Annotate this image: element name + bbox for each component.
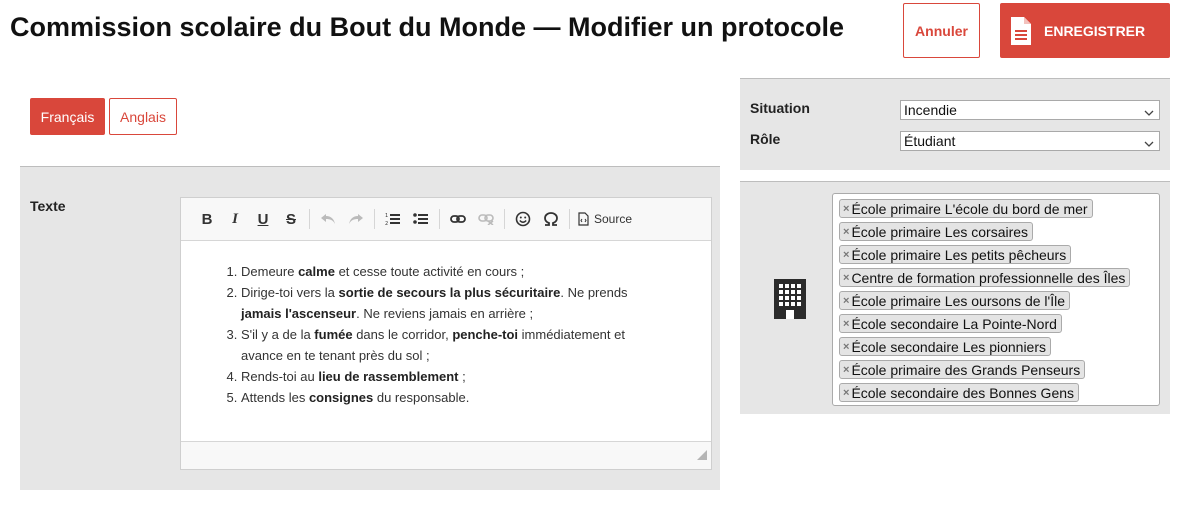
text-segment: S'il y a de la	[241, 327, 315, 342]
omega-icon[interactable]	[537, 205, 565, 233]
situation-label: Situation	[750, 100, 810, 116]
editor-toolbar	[181, 198, 711, 241]
school-tag-label: École secondaire La Pointe-Nord	[851, 315, 1057, 332]
situation-value: Incendie	[904, 102, 957, 118]
bold-icon[interactable]: B	[201, 210, 213, 228]
school-tag	[839, 314, 1062, 333]
chevron-down-icon	[1144, 135, 1154, 151]
remove-tag-icon[interactable]: ×	[843, 317, 850, 330]
unlink-icon[interactable]	[472, 205, 500, 233]
toolbar-divider	[439, 209, 440, 229]
redo-icon[interactable]	[342, 205, 370, 233]
school-tag	[839, 199, 1093, 218]
bold-text: calme	[298, 264, 335, 279]
text-segment: Attends les	[241, 390, 309, 405]
school-tag	[839, 222, 1033, 241]
remove-tag-icon[interactable]: ×	[843, 271, 850, 284]
link-icon[interactable]	[444, 205, 472, 233]
text-segment: dans le corridor,	[352, 327, 453, 342]
school-tag-label: Centre de formation professionnelle des Îles	[851, 269, 1126, 286]
page-title: Commission scolaire du Bout du Monde — Modifier un protocole	[10, 12, 845, 42]
text-segment: . Ne reviens jamais en arrière ;	[356, 306, 534, 321]
tab-english[interactable]: Anglais	[109, 98, 177, 135]
undo-icon[interactable]	[314, 205, 342, 233]
underline-icon[interactable]: U	[257, 210, 269, 228]
bold-text: jamais l'ascenseur	[241, 306, 357, 321]
role-select[interactable]	[900, 131, 1160, 151]
remove-tag-icon[interactable]: ×	[843, 386, 850, 399]
school-tag-label: École primaire Les corsaires	[851, 223, 1029, 240]
remove-tag-icon[interactable]: ×	[843, 225, 850, 238]
toolbar-divider	[569, 209, 570, 229]
save-button[interactable]	[1000, 3, 1170, 58]
school-tag-label: École primaire Les oursons de l'Île	[851, 292, 1065, 309]
text-segment: Dirige-toi vers la	[241, 285, 339, 300]
text-panel	[20, 166, 720, 490]
numbered-list-icon[interactable]	[379, 205, 407, 233]
remove-tag-icon[interactable]: ×	[843, 340, 850, 353]
text-segment: ;	[458, 369, 466, 384]
list-item	[241, 387, 651, 408]
chevron-down-icon	[1144, 104, 1154, 120]
role-value: Étudiant	[904, 133, 956, 149]
school-tag	[839, 291, 1070, 310]
toolbar-divider	[309, 209, 310, 229]
tab-french[interactable]: Français	[30, 98, 105, 135]
text-segment: du responsable.	[373, 390, 470, 405]
editor-content[interactable]	[181, 241, 711, 441]
text-segment: immédiatement et avance en te tenant près du sol ;	[241, 327, 625, 363]
text-segment: et cesse toute activité en cours ;	[334, 264, 525, 279]
school-tag-label: École secondaire Les pionniers	[851, 338, 1047, 355]
bold-text: penche-toi	[452, 327, 519, 342]
toolbar-divider	[504, 209, 505, 229]
school-tag	[839, 337, 1051, 356]
protocol-list	[181, 261, 651, 408]
text-label: Texte	[30, 198, 66, 214]
filters-panel	[740, 78, 1170, 170]
remove-tag-icon[interactable]: ×	[843, 202, 850, 215]
bold-text: sortie de secours la plus sécuritaire	[338, 285, 561, 300]
situation-select[interactable]	[900, 100, 1160, 120]
school-tag	[839, 245, 1071, 264]
text-segment: Rends-toi au	[241, 369, 319, 384]
source-icon	[578, 212, 589, 226]
list-item	[241, 324, 651, 366]
school-tag-label: École primaire L'école du bord de mer	[851, 200, 1088, 217]
toolbar-divider	[374, 209, 375, 229]
remove-tag-icon[interactable]: ×	[843, 363, 850, 376]
remove-tag-icon[interactable]: ×	[843, 294, 850, 307]
bold-text: lieu de rassemblement	[318, 369, 459, 384]
list-item	[241, 261, 651, 282]
svg-text:1: 1	[385, 213, 389, 219]
cancel-button[interactable]: Annuler	[903, 3, 980, 58]
list-item	[241, 366, 651, 387]
school-tag	[839, 383, 1079, 402]
bold-text: fumée	[314, 327, 353, 342]
source-button[interactable]	[578, 212, 632, 226]
document-icon	[1010, 16, 1032, 46]
bold-text: consignes	[308, 390, 374, 405]
building-icon	[773, 278, 807, 325]
text-segment: Demeure	[241, 264, 299, 279]
school-tag	[839, 360, 1085, 379]
strikethrough-icon[interactable]: S	[285, 210, 296, 228]
source-label: Source	[594, 212, 633, 226]
school-tag-label: École primaire des Grands Penseurs	[851, 361, 1081, 378]
rich-text-editor[interactable]	[180, 197, 712, 470]
list-item	[241, 282, 651, 324]
italic-icon[interactable]: I	[232, 210, 238, 227]
save-button-label: ENREGISTRER	[1044, 22, 1146, 39]
remove-tag-icon[interactable]: ×	[843, 248, 850, 261]
school-tag-label: École primaire Les petits pêcheurs	[851, 246, 1067, 263]
text-segment: . Ne prends	[560, 285, 628, 300]
schools-panel	[740, 181, 1170, 414]
svg-text:2: 2	[385, 221, 389, 226]
school-tag	[839, 268, 1130, 287]
school-tag-label: École secondaire des Bonnes Gens	[851, 384, 1075, 401]
role-label: Rôle	[750, 131, 781, 147]
resize-grip-icon[interactable]	[697, 447, 707, 465]
bulleted-list-icon[interactable]	[407, 205, 435, 233]
editor-statusbar	[181, 441, 711, 469]
smiley-icon[interactable]	[509, 205, 537, 233]
schools-multiselect[interactable]	[832, 193, 1160, 406]
